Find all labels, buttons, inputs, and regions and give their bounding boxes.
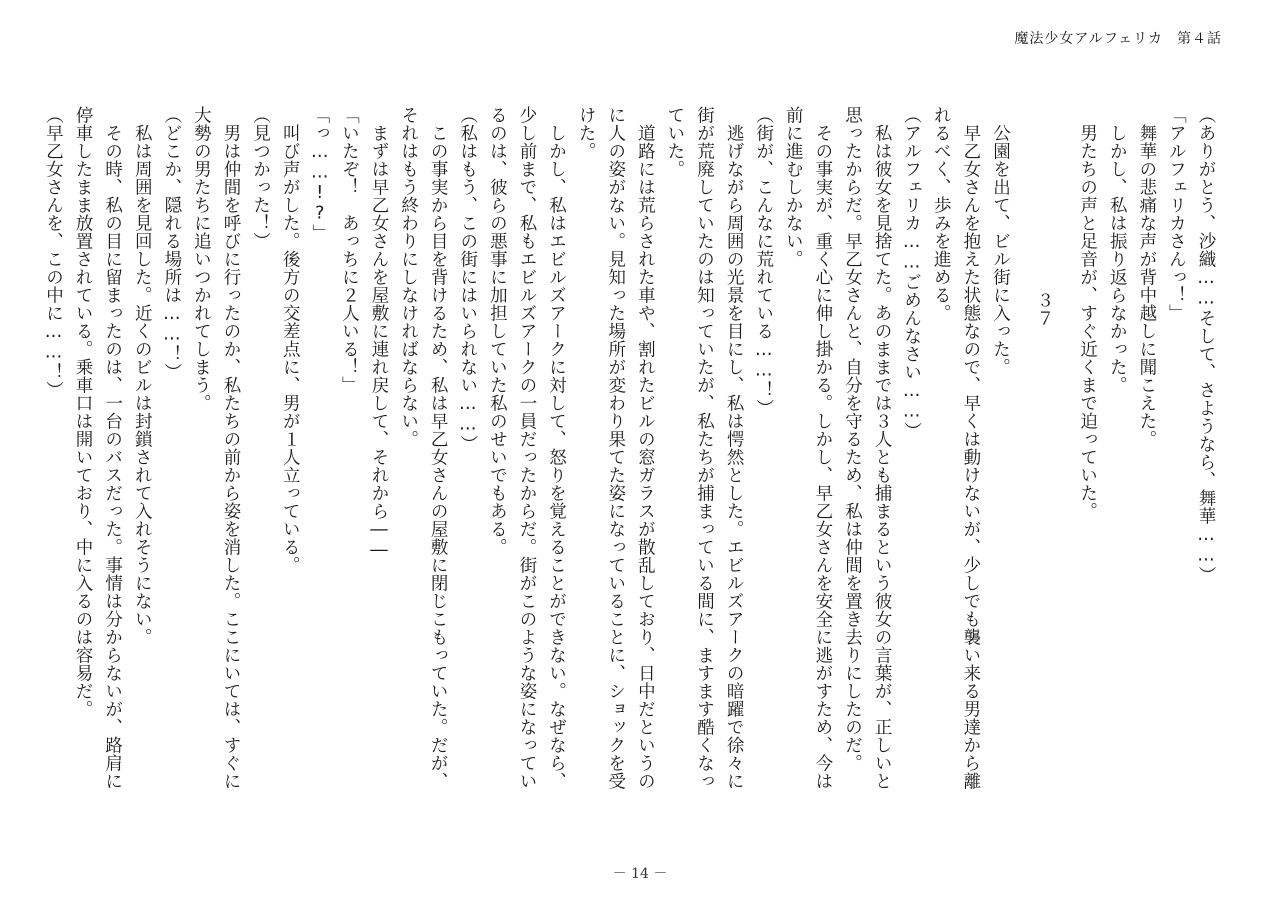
paragraph: 「いたぞ！ あっちに２人いる！」 <box>339 106 360 394</box>
paragraph: 舞華の悲痛な声が背中越しに聞こえた。 <box>1136 106 1157 448</box>
page-number: － 14 － <box>612 866 668 882</box>
paragraph: 「アルフェリカさんっ！」 <box>1166 106 1187 322</box>
chapter-number: ３７ <box>1034 291 1055 327</box>
vertical-text-body <box>38 106 1220 806</box>
paragraph: 男たちの声と足音が、すぐ近くまで迫っていた。 <box>1077 106 1098 520</box>
paragraph: 男は仲間を呼びに行ったのか、私たちの前から姿を消した。ここにいては、すぐに大勢の男たちに追いつかれてしまう。 <box>191 106 241 790</box>
paragraph: （街が、こんなに荒れている……！） <box>753 106 774 417</box>
paragraph: （見つかった！） <box>250 106 271 250</box>
paragraph: 早乙女さんを抱えた状態なので、早くは動けないが、少しでも襲い来る男達から離れるべく、歩みを進める。 <box>931 106 981 790</box>
paragraph: 私は彼女を見捨てた。あのままでは３人とも捕まるという彼女の言葉が、正しいと思ったからだ。早乙女さんと、自分を守るため、私は仲間を置き去りにしたのだ。 <box>842 106 893 790</box>
paragraph: （どこか、隠れる場所は……！） <box>161 106 182 381</box>
paragraph: その時、私の目に留まったのは、一台のバスだった。事情は分からないが、路肩に停車したまま放置されている。乗車口は開いており、中に入るのは容易だ。 <box>73 106 123 790</box>
episode-label: 第４話 <box>1177 31 1222 47</box>
paragraph: 公園を出て、ビル街に入った。 <box>990 106 1011 376</box>
paragraph: 逃げながら周囲の光景を目にし、私は愕然とした。エビルズアークの暗躍で徐々に街が荒廃していたのは知っていたが、私たちが捕まっている間に、ますます酷くなっていた。 <box>664 106 745 790</box>
book-title: 魔法少女アルフェリカ <box>1014 31 1163 47</box>
paragraph: （アルフェリカ……ごめんなさい……） <box>901 106 922 440</box>
paragraph: まずは早乙女さんを屋敷に連れ戻して、それから―― <box>368 106 389 561</box>
paragraph: （ありがとう、沙織……そして、さようなら、舞華……） <box>1196 106 1216 584</box>
page-header <box>1014 28 1222 48</box>
paragraph: この事実から目を背けるため、私は早乙女さんの屋敷に閉じこもっていた。だが、それはもう終わりにしなければならない。 <box>398 106 449 790</box>
paragraph: 私は周囲を見回した。近くのビルは封鎖されて入れそうにない。 <box>132 106 153 646</box>
paragraph: （早乙女さんを、この中に……！） <box>43 106 64 399</box>
paragraph: 道路には荒らされた車や、割れたビルの窓ガラスが散乱しており、日中だというのに人の姿がない。見知った場所が変わり果てた姿になっていることに、ショックを受けた。 <box>576 106 656 790</box>
paragraph: しかし、私は振り返らなかった。 <box>1107 106 1128 394</box>
paragraph: （私はもう、この街にはいられない……） <box>457 106 478 453</box>
paragraph: しかし、私はエビルズアークに対して、怒りを覚えることができない。なぜなら、少し前まで、私もエビルズアークの一員だったからだ。街がこのような姿になっているのは、彼らの悪事に加担していた私のせいでもある。 <box>487 106 567 790</box>
paragraph: その事実が、重く心に伸し掛かる。しかし、早乙女さんを安全に逃がすため、今は前に進むしかない。 <box>783 106 833 790</box>
paragraph: 「っ……!?」 <box>309 106 330 242</box>
paragraph: 叫び声がした。後方の交差点に、男が１人立っている。 <box>280 106 301 574</box>
